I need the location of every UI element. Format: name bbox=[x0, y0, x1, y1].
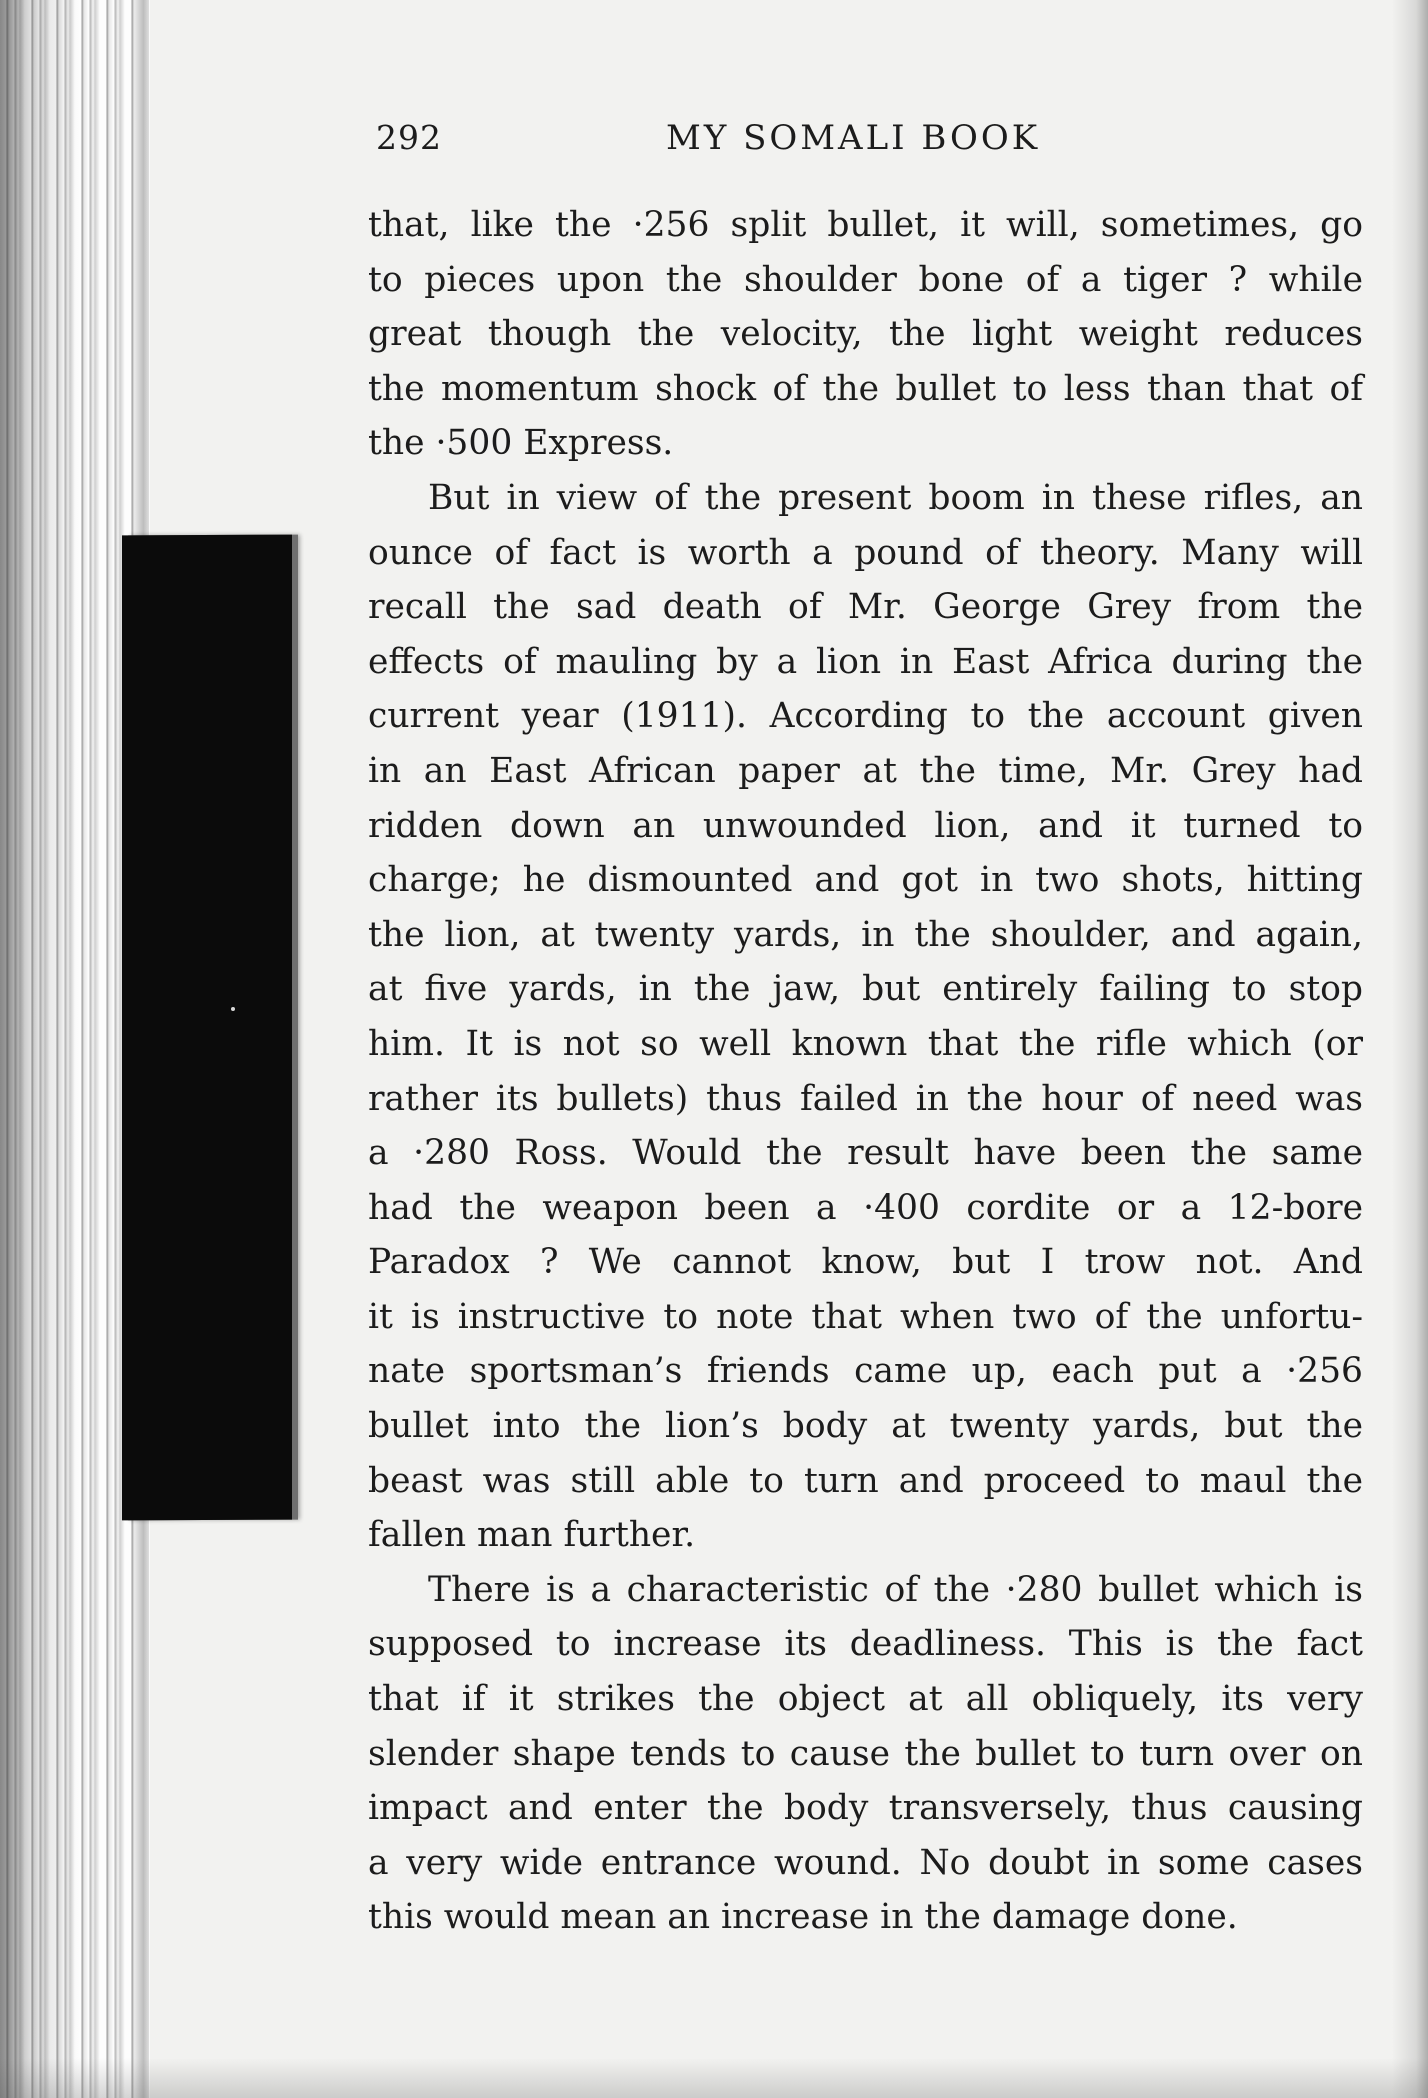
text-line: But in view of the present boom in these rifles, an bbox=[428, 477, 1363, 518]
text-line: the ·500 Express. bbox=[368, 423, 674, 464]
text-line: in an East African paper at the time, Mr. Grey had bbox=[368, 750, 1363, 791]
bottom-shadow bbox=[0, 2058, 1428, 2098]
text-line: a ·280 Ross. Would the result have been the same bbox=[368, 1133, 1363, 1174]
right-page-edge bbox=[1392, 0, 1428, 2098]
text-line: this would mean an increase in the damage done. bbox=[368, 1897, 1238, 1938]
text-line: Paradox ? We cannot know, but I trow not. And bbox=[368, 1242, 1363, 1283]
paragraph bbox=[368, 1563, 1363, 1945]
text-line: fallen man further. bbox=[368, 1515, 696, 1556]
text-line: charge; he dismounted and got in two shots, hitting bbox=[368, 860, 1363, 901]
text-line: There is a characteristic of the ·280 bullet which is bbox=[428, 1569, 1363, 1610]
text-line: slender shape tends to cause the bullet to turn over on bbox=[368, 1733, 1363, 1774]
text-line: beast was still able to turn and proceed to maul the bbox=[368, 1460, 1363, 1501]
text-line: bullet into the lion’s body at twenty yards, but the bbox=[368, 1406, 1363, 1447]
bookmark-strip bbox=[122, 535, 292, 1521]
text-line: effects of mauling by a lion in East Africa during the bbox=[368, 641, 1363, 682]
text-line: great though the velocity, the light weight reduces bbox=[368, 314, 1363, 355]
text-line: nate sportsman’s friends came up, each put a ·256 bbox=[368, 1351, 1363, 1392]
text-line: it is instructive to note that when two of the unfortu- bbox=[368, 1296, 1363, 1337]
page-number: 292 bbox=[376, 118, 442, 157]
text-line: recall the sad death of Mr. George Grey from the bbox=[368, 587, 1363, 628]
text-line: him. It is not so well known that the rifle which (or bbox=[368, 1023, 1363, 1064]
text-line: supposed to increase its deadliness. This is the fact bbox=[368, 1624, 1363, 1665]
text-line: at five yards, in the jaw, but entirely failing to stop bbox=[368, 969, 1363, 1010]
text-line: current year (1911). According to the account given bbox=[368, 696, 1363, 737]
text-line: that, like the ·256 split bullet, it will, sometimes, go bbox=[368, 205, 1363, 245]
text-line: the momentum shock of the bullet to less than that of bbox=[368, 368, 1363, 409]
page-header bbox=[376, 118, 1371, 170]
text-line: impact and enter the body transversely, thus causing bbox=[368, 1788, 1363, 1829]
body-text bbox=[368, 198, 1363, 1945]
paragraph bbox=[368, 471, 1363, 1563]
paragraph bbox=[368, 198, 1363, 471]
dust-speck bbox=[231, 1007, 235, 1011]
text-line: that if it strikes the object at all obliquely, its very bbox=[368, 1679, 1363, 1720]
text-line: a very wide entrance wound. No doubt in some cases bbox=[368, 1842, 1363, 1883]
text-line: the lion, at twenty yards, in the shoulder, and again, bbox=[368, 914, 1363, 955]
running-head: MY SOMALI BOOK bbox=[666, 118, 1041, 158]
text-line: to pieces upon the shoulder bone of a tiger ? while bbox=[368, 259, 1363, 300]
text-line: rather its bullets) thus failed in the hour of need was bbox=[368, 1078, 1363, 1119]
text-line: had the weapon been a ·400 cordite or a 12-bore bbox=[368, 1187, 1363, 1228]
text-line: ounce of fact is worth a pound of theory. Many will bbox=[368, 532, 1363, 573]
text-line: ridden down an unwounded lion, and it turned to bbox=[368, 805, 1363, 846]
